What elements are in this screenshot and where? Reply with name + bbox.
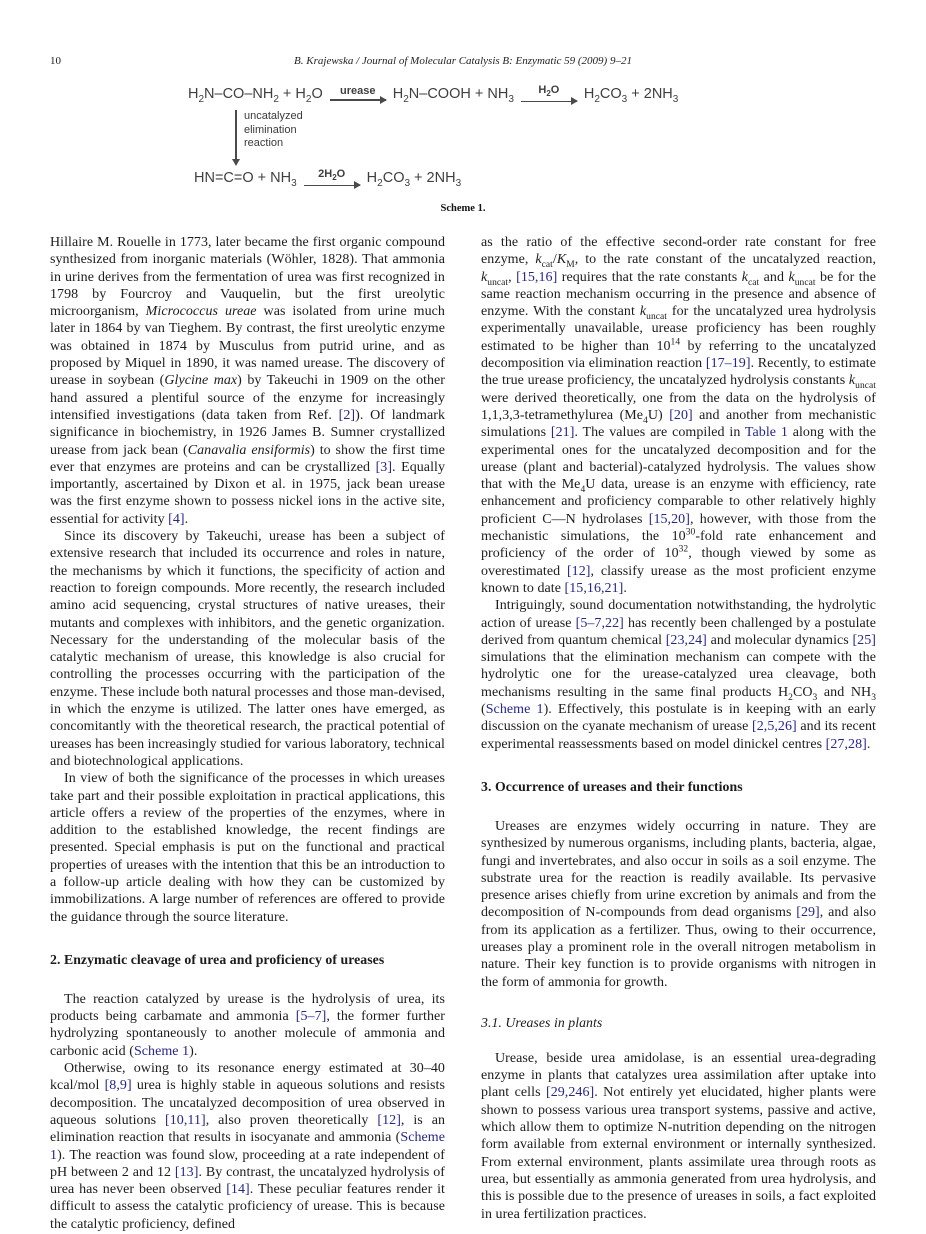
text-run: 4	[580, 484, 586, 495]
formula-carbamate-plus-ammonia	[393, 86, 514, 105]
text-run: 2	[403, 93, 409, 105]
text-run: CO	[382, 170, 405, 186]
text-run: 2	[377, 177, 383, 189]
text-run: 3	[291, 177, 297, 189]
text-run: + 2NH	[410, 170, 456, 186]
text-run: be for the same reaction mechanism occurring in the presence and absence of enzyme. With the constant	[481, 269, 876, 320]
citation-link[interactable]: [23,24]	[665, 632, 707, 648]
text-run: k	[741, 269, 748, 285]
text-run: 2	[273, 93, 279, 105]
text-run: /	[552, 252, 557, 268]
citation-link[interactable]: [17–19]	[705, 356, 751, 372]
text-run: CO	[792, 684, 813, 700]
citation-link[interactable]: Table 1	[744, 425, 788, 441]
text-run: N–CO–NH	[204, 86, 274, 102]
right-arrow-icon	[521, 101, 577, 103]
citation-link[interactable]: [12]	[377, 1112, 401, 1128]
text-run: . Not entirely yet elucidated, higher plants were shown to possess various urea transport systems, passive and active, which allow them to optimize N-nutrition depending on the nitrogen form available from external environment or internally synthesized. From external environment, plants assimilate urea through roots as urea, but essentially as ammonia generated from urea hydrolysis, and this is possible due to the presence of ureases in soils, a fact exploited in urea fertilization practices.	[481, 1085, 877, 1222]
text-run: Ureases are enzymes widely occurring in nature. They are synthesized by numerous organisms, including plants, bacteria, algae, fungi and invertebrates, and also occur in soils as a soil enzyme. The substrate urea for the reaction is readily available. Its pervasive presence arises chiefly from urine excretion by animals and from the decomposition of N-compounds from dead organisms	[481, 818, 876, 921]
text-run: uncat	[855, 381, 876, 392]
left-column	[50, 234, 445, 1233]
branch-label-line: uncatalyzed	[244, 110, 303, 122]
right-arrow-icon	[330, 99, 386, 101]
text-run: by referring to the uncatalyzed decomposition via elimination reaction	[481, 338, 876, 372]
text-run: urease	[340, 85, 376, 98]
text-run: . Equally importantly, ascertained by Dixon et al. in 1975, jack bean urease was the first enzyme shown to possess nickel ions in the active site, essential for activity	[50, 459, 446, 527]
text-run: . By contrast, the uncatalyzed hydrolysis of urea has never been observed	[50, 1164, 445, 1198]
running-header	[50, 55, 876, 69]
text-run: . Recently, to estimate the true urease proficiency, the uncatalyzed hydrolysis constants	[481, 356, 876, 389]
paragraph	[50, 991, 445, 1060]
text-run: In view of both the significance of the processes in which ureases take part and their possible exploitation in practical applications, this article offers a review of the properties of the enzymes, where in addition to the established knowledge, the recent findings are presented. Special emphasis is put on the functional and practical properties of ureases with the intention that this be an introduction to a follow-up article dealing with how they can be customized by immobilizations. A large number of references are offered to provide the guidance through the source literature.	[50, 771, 445, 925]
arrow-label-urease	[340, 86, 375, 97]
paragraph	[481, 818, 876, 991]
text-run: has recently been challenged by a postulate derived from quantum chemical	[481, 615, 876, 648]
citation-link[interactable]: [21]	[550, 425, 575, 441]
citation-link[interactable]: [12]	[566, 563, 591, 579]
paragraph	[50, 770, 445, 926]
text-run: Glycine max	[164, 373, 238, 389]
citation-link[interactable]: Scheme 1	[50, 1130, 445, 1163]
text-run: O	[336, 167, 346, 180]
text-run: 3	[812, 692, 818, 703]
text-run: H	[366, 170, 378, 186]
text-run: U data, urease is an enzyme with efficiency, rate enhancement and proficiency comparable to other relatively highly proficient C—N hydrolases	[481, 477, 876, 527]
text-run: Since its discovery by Takeuchi, urease has been a subject of extensive research that included its occurrence and roles in nature, the mechanisms by which it functions, the specificity of action and reaction to foreign compounds. More recently, the research included amino acid sequencing, crystal structures of native ureases, their mutants and complexes with inhibitors, and the genetic organization. Necessary for the understanding of the molecular basis of the catalytic mechanism of urease, this knowledge is also crucial for controlling the processes occurring with the participation of the enzyme. These include both natural processes and those man-devised, in which the enzyme is utilized. The latter ones have emerged, as concomitantly with the theoretical research, the practical potential of ureases has been increasingly studied for various laboratory, technical and biotechnological applications.	[50, 529, 445, 769]
text-run: 2	[332, 172, 337, 182]
text-run: H	[538, 83, 547, 96]
text-run: 2. Enzymatic cleavage of urea and proficiency of ureases	[50, 951, 385, 967]
text-run: H	[188, 86, 199, 102]
text-run: , is an elimination reaction that results in isocyanate and ammonia (	[50, 1112, 446, 1146]
text-run: , classify urease as the most proficient enzyme known to date	[481, 563, 876, 596]
text-run: , the former further hydrolyzing spontaneously to another molecule of ammonia and carbonic acid (	[50, 1009, 445, 1059]
text-run: U)	[647, 407, 670, 423]
text-run: Hillaire M. Rouelle in 1773, later became the first organic compound synthesized from inorganic materials (Wöhler, 1828). That ammonia in urine derives from the fermentation of urea was first recognized in 1798 by Fourcroy and Vauquelin, but the first ureolytic microorganism,	[50, 235, 445, 320]
text-run: 3	[672, 93, 679, 105]
scheme-row-1	[188, 83, 788, 105]
formula-urea-plus-water	[188, 86, 323, 105]
citation-link[interactable]: [2,5,26]	[752, 719, 797, 735]
urease-reaction-arrow	[330, 86, 386, 101]
text-run: and NH	[817, 684, 872, 700]
branch-labels	[244, 110, 303, 151]
text-run: Micrococcus ureae	[145, 304, 257, 320]
scheme-1-figure	[188, 83, 788, 206]
citation-link[interactable]: [2]	[338, 407, 356, 423]
text-run: Canavalia ensiformis	[187, 442, 311, 458]
text-run: k	[848, 373, 856, 389]
paragraph	[50, 234, 445, 528]
text-run: ). The reaction was found slow, proceeding at a rate independent of pH between 2 and 12	[50, 1147, 445, 1180]
text-run: H	[583, 86, 595, 102]
text-run: .	[866, 736, 871, 752]
formula-carbonic-acid-plus-ammonia	[584, 86, 678, 105]
citation-link[interactable]: [14]	[226, 1182, 250, 1198]
formula-carbonic-acid-plus-ammonia-2	[367, 170, 461, 189]
text-run: N–COOH + NH	[408, 86, 509, 102]
text-run: uncat	[794, 277, 816, 288]
text-run: k	[788, 269, 795, 285]
text-run: 2H	[318, 167, 333, 180]
citation-link[interactable]: Scheme 1	[485, 702, 544, 718]
branch-label-line: elimination	[244, 123, 297, 136]
text-run: 2	[546, 88, 551, 98]
branch-label-line: reaction	[244, 137, 284, 149]
text-run: cat	[541, 260, 553, 271]
two-column-body	[50, 234, 876, 1233]
citation-link[interactable]: [15,20]	[648, 511, 690, 527]
scheme-row-2	[194, 167, 462, 189]
text-run: 2	[305, 93, 312, 105]
scheme-caption: Scheme 1.	[440, 203, 486, 214]
text-run: k	[535, 252, 542, 268]
text-run: 3	[621, 93, 628, 105]
down-arrow-icon	[235, 110, 237, 160]
running-head-title: B. Krajewska / Journal of Molecular Catalysis B: Enzymatic 59 (2009) 9–21	[294, 55, 632, 67]
right-column	[481, 234, 876, 1233]
text-run: and its recent experimental reassessments based on model dinickel centres	[481, 719, 876, 752]
text-run: , however, with those from the mechanistic simulations, the 10	[481, 511, 876, 545]
text-run: cat	[747, 277, 760, 288]
citation-link[interactable]: [27,28]	[825, 736, 867, 752]
citation-link[interactable]: [5–7]	[295, 1009, 327, 1025]
text-run: k	[481, 269, 488, 285]
citation-link[interactable]: [15,16]	[516, 269, 558, 285]
text-run: uncat	[646, 311, 667, 322]
citation-link[interactable]: [4]	[168, 511, 185, 527]
text-run: requires that the rate constants	[557, 269, 742, 285]
text-run: 2	[594, 93, 600, 105]
text-run: 3. Occurrence of ureases and their functions	[481, 778, 743, 794]
text-run: K	[556, 252, 567, 268]
text-run: . The values are compiled in	[574, 425, 745, 441]
citation-link[interactable]: [5–7,22]	[575, 615, 624, 631]
text-run: 3	[508, 93, 514, 105]
section-heading	[50, 951, 445, 968]
text-run: M	[566, 260, 575, 271]
text-run: ) by Takeuchi in 1909 on the other hand assured a plentiful source of the enzyme for increasingly intensified investigations (data taken from Ref.	[50, 373, 445, 423]
text-run: O	[311, 86, 323, 102]
text-run: H	[392, 86, 404, 102]
paragraph	[50, 1060, 445, 1233]
text-run: 3.1. Ureases in plants	[481, 1014, 603, 1030]
text-run: uncat	[487, 277, 509, 288]
text-run: . These peculiar features render it difficult to assess the catalytic proficiency of urease. This is because the catalytic proficiency, defined	[50, 1182, 445, 1232]
text-run: 2	[198, 93, 205, 105]
water-reaction-arrow	[521, 85, 577, 103]
formula-isocyanate-plus-ammonia	[194, 170, 297, 189]
text-run: and another from mechanistic simulations	[481, 407, 876, 441]
hydration-reaction-arrow	[304, 169, 360, 187]
citation-link[interactable]: [20]	[669, 407, 693, 423]
paragraph	[481, 1050, 876, 1223]
text-run: , though viewed by some as overestimated	[481, 546, 876, 579]
citation-link[interactable]: [10,11]	[165, 1112, 206, 1128]
text-run: HN=C=O + NH	[194, 170, 292, 186]
text-run: Otherwise, owing to its resonance energy estimated at 30–40 kcal/mol	[50, 1061, 445, 1094]
text-run: 3	[455, 177, 462, 189]
arrow-label-2water	[318, 169, 345, 183]
text-run: were derived theoretically, one from the data on the hydrolysis of 1,1,3,3-tetramethylurea (Me	[481, 390, 876, 423]
text-run: CO	[599, 86, 622, 102]
text-run: + 2NH	[627, 86, 673, 102]
citation-link[interactable]: [29,246]	[545, 1085, 595, 1101]
text-run: 2	[788, 692, 793, 703]
text-run: O	[550, 83, 560, 96]
text-run: k	[639, 304, 647, 320]
citation-link[interactable]: [8,9]	[104, 1078, 132, 1094]
text-run: -fold rate enhancement and proficiency of the order of 10	[481, 529, 876, 562]
text-run: , also proven theoretically	[205, 1112, 378, 1128]
text-run: , to the rate constant of the uncatalyzed reaction,	[574, 252, 876, 268]
text-run: , and also from its application as a fertilizer. Thus, owing to their occurrence, ureases play a prominent role in the overall nitrogen metabolism in nature. Their key function is to provide organisms with nitrogen in the form of ammonia for growth.	[481, 905, 877, 990]
citation-link[interactable]: [25]	[852, 632, 876, 648]
page-number: 10	[50, 55, 61, 67]
text-run: 14	[670, 337, 681, 348]
citation-link[interactable]: [15,16,21]	[564, 580, 624, 596]
text-run: 3	[871, 692, 876, 703]
text-run: Intriguingly, sound documentation notwithstanding, the hydrolytic action of urease	[481, 598, 876, 631]
text-run: The reaction catalyzed by urease is the hydrolysis of urea, its products being carbamate and ammonia	[50, 991, 445, 1025]
text-run: .	[623, 580, 627, 596]
paragraph	[481, 597, 876, 753]
citation-link[interactable]: [3]	[375, 459, 393, 475]
subsection-heading	[481, 1014, 876, 1031]
text-run: 30	[685, 527, 696, 538]
citation-link[interactable]: [13]	[174, 1164, 199, 1180]
text-run: ). Of landmark significance in biochemistry, in 1926 James B. Sumner crystallized urease from jack bean (	[50, 407, 445, 458]
text-run: as the ratio of the effective second-order rate constant for free enzyme,	[481, 235, 876, 268]
text-run: .	[184, 511, 189, 527]
text-run: ). Effectively, this postulate is in keeping with an early discussion on the cyanate mechanism of urease	[481, 702, 876, 735]
text-run: and	[759, 269, 789, 285]
text-run: urea is highly stable in aqueous solutions and resists decomposition. The uncatalyzed decomposition of urea observed in aqueous solutions	[50, 1078, 445, 1128]
text-run: ,	[508, 269, 517, 285]
text-run: and molecular dynamics	[706, 632, 853, 648]
text-run: 32	[678, 544, 689, 555]
text-run: along with the experimental ones for the uncatalyzed decomposition and for the urease (plant and bacterial)-catalyzed hydrolysis. The values show that with the Me	[481, 425, 876, 493]
arrow-label-water	[538, 85, 559, 99]
text-run: 4	[643, 415, 648, 426]
text-run: simulations that the elimination mechanism can compete with the hydrolytic one for the urease-catalyzed urea cleavage, both mechanisms resulting in the same final products H	[481, 650, 876, 700]
text-run: Urease, beside urea amidolase, is an essential urea-degrading enzyme in plants that catalyzes urea assimilation after uptake into plant cells	[481, 1050, 876, 1101]
text-run: 3	[404, 177, 411, 189]
text-run: (	[481, 702, 486, 718]
text-run: ) to show the first time ever that enzymes are proteins and can be crystallized	[50, 442, 445, 475]
right-arrow-icon	[304, 185, 360, 187]
text-run: was isolated from urine much later in 1864 by van Tieghem. By contrast, the first ureolytic enzyme was obtained in 1874 by Musculus from putrid urine, and as proposed by Miquel in 1890, it was named urease. The discovery of urease in soybean (	[50, 304, 445, 389]
text-run: ).	[189, 1043, 198, 1059]
paragraph	[481, 234, 876, 597]
text-run: for the uncatalyzed urea hydrolysis experimentally unavailable, urease proficiency has been roughly estimated to be higher than 10	[481, 304, 876, 354]
text-run: + H	[278, 86, 306, 102]
paragraph	[50, 528, 445, 770]
section-heading	[481, 778, 876, 795]
citation-link[interactable]: Scheme 1	[133, 1043, 190, 1059]
citation-link[interactable]: [29]	[796, 905, 820, 921]
